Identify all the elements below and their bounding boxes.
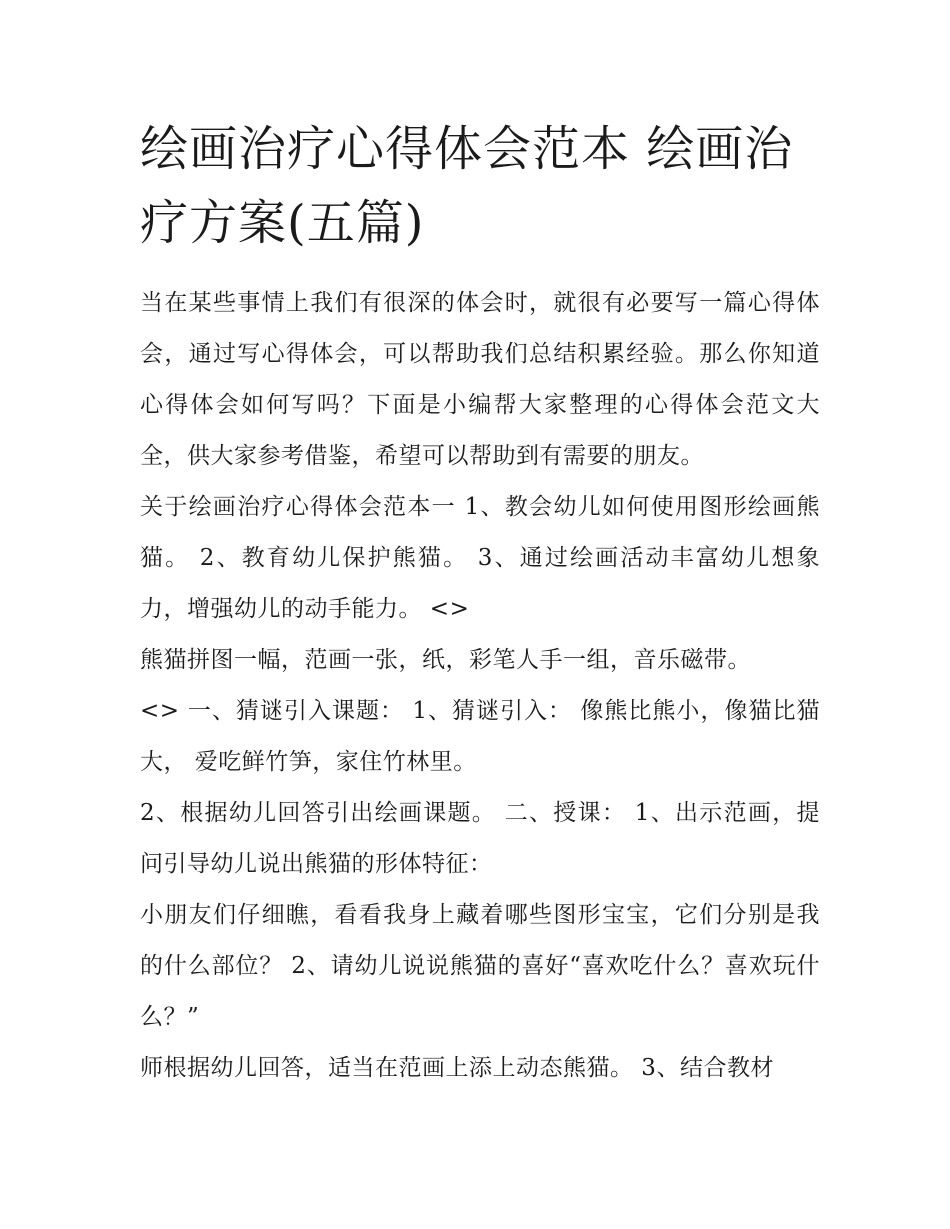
paragraph-riddle: <> 一、猜谜引入课题： 1、猜谜引入： 像熊比熊小，像猫比猫大， 爱吃鲜竹笋，家住竹林里。 bbox=[140, 698, 820, 775]
paragraph-goals: 关于绘画治疗心得体会范本一 1、教会幼儿如何使用图形绘画熊猫。 2、教育幼儿保护熊猫。 3、通过绘画活动丰富幼儿想象力，增强幼儿的动手能力。 <> bbox=[140, 494, 820, 622]
paragraph-lesson-start: 2、根据幼儿回答引出绘画课题。 二、授课： 1、出示范画，提问引导幼儿说出熊猫的形体特征： bbox=[140, 800, 820, 877]
paragraph-intro: 当在某些事情上我们有很深的体会时，就很有必要写一篇心得体会，通过写心得体会，可以帮助我们总结积累经验。那么你知道心得体会如何写吗？下面是小编帮大家整理的心得体会范文大全，供大家参考借鉴，希望可以帮助到有需要的朋友。 bbox=[140, 290, 820, 469]
document-title: 绘画治疗心得体会范本 绘画治疗方案(五篇) bbox=[140, 121, 794, 251]
paragraph-teacher: 师根据幼儿回答，适当在范画上添上动态熊猫。 3、结合教材 bbox=[140, 1055, 774, 1081]
paragraph-materials: 熊猫拼图一幅，范画一张，纸，彩笔人手一组，音乐磁带。 bbox=[140, 647, 751, 673]
document-body bbox=[140, 278, 820, 1094]
paragraph-questions: 小朋友们仔细瞧，看看我身上藏着哪些图形宝宝，它们分别是我的什么部位？ 2、请幼儿说说熊猫的喜好“喜欢吃什么？喜欢玩什么？” bbox=[140, 902, 820, 1030]
